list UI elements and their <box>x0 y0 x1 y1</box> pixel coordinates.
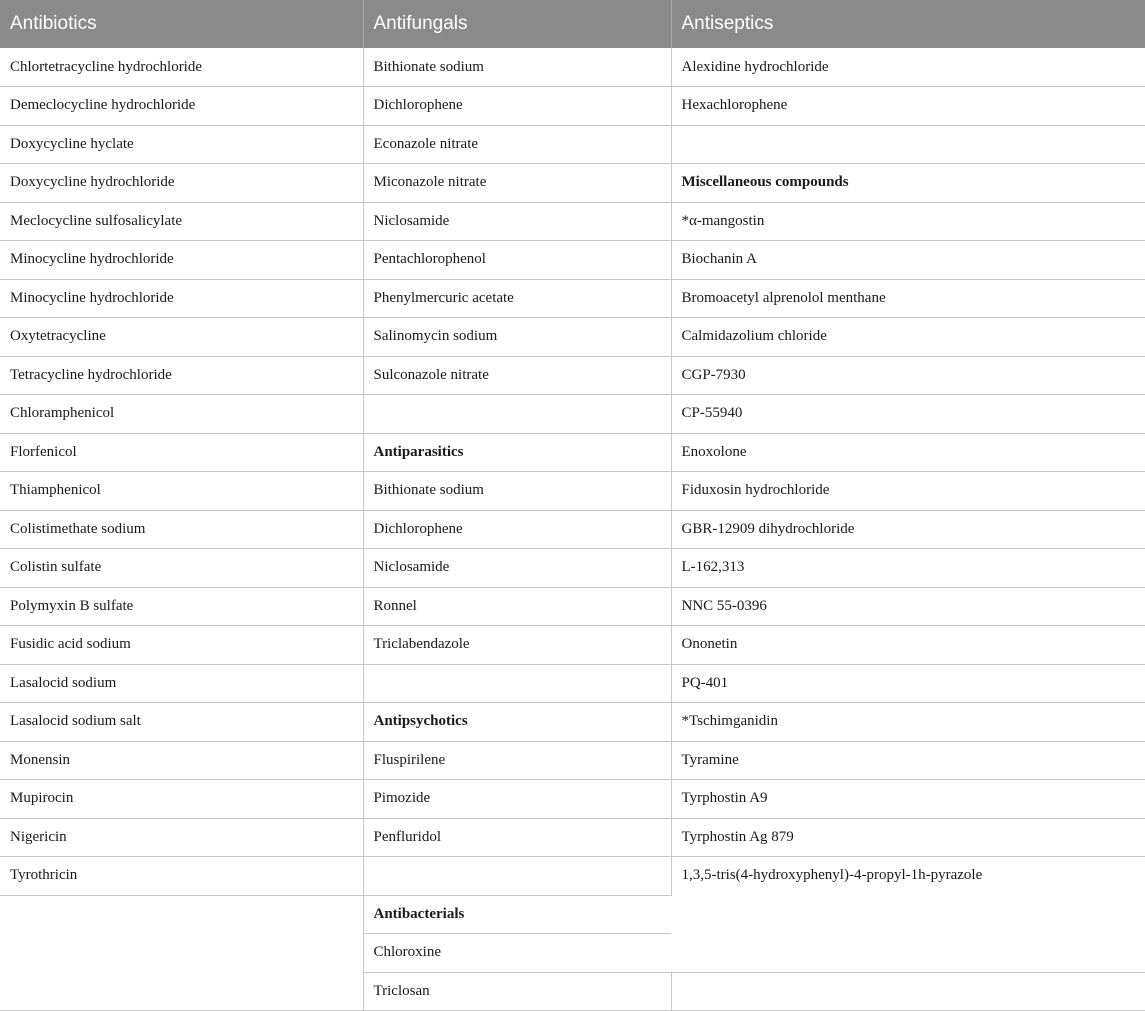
cell-antifungal: Niclosamide <box>363 202 671 241</box>
cell-antifungal: Bithionate sodium <box>363 48 671 87</box>
cell-misc: CP-55940 <box>671 395 1145 434</box>
header-row <box>0 0 1145 48</box>
cell-antibiotic: Minocycline hydrochloride <box>0 241 363 280</box>
table-row <box>0 87 1145 126</box>
cell-antibiotic: Chlortetracycline hydrochloride <box>0 48 363 87</box>
cell-antibacterial: Chloroxine <box>363 934 671 973</box>
cell-misc: *Tschimganidin <box>671 703 1145 742</box>
cell-antifungal: Salinomycin sodium <box>363 318 671 357</box>
cell-antifungal: Miconazole nitrate <box>363 164 671 203</box>
cell-misc: *α-mangostin <box>671 202 1145 241</box>
cell-antiparasitic: Niclosamide <box>363 549 671 588</box>
cell-misc: Tyrphostin A9 <box>671 780 1145 819</box>
cell-antiseptic: Alexidine hydrochloride <box>671 48 1145 87</box>
cell-misc: Calmidazolium chloride <box>671 318 1145 357</box>
table-row <box>0 318 1145 357</box>
header-antiseptics: Antiseptics <box>671 0 1145 48</box>
cell-antibiotic: Tyrothricin <box>0 857 363 896</box>
cell-antibacterial: Triclosan <box>363 972 671 1011</box>
cell-empty <box>671 972 1145 1011</box>
cell-antibiotic: Doxycycline hyclate <box>0 125 363 164</box>
cell-misc: Fiduxosin hydrochloride <box>671 472 1145 511</box>
table-row <box>0 626 1145 665</box>
cell-antibiotic: Lasalocid sodium <box>0 664 363 703</box>
cell-antibiotic: Colistimethate sodium <box>0 510 363 549</box>
table-row <box>0 549 1145 588</box>
section-heading-antiparasitics: Antiparasitics <box>363 433 671 472</box>
cell-antifungal: Dichlorophene <box>363 87 671 126</box>
section-heading-antipsychotics: Antipsychotics <box>363 703 671 742</box>
table-row <box>0 202 1145 241</box>
table-row <box>0 395 1145 434</box>
cell-misc: 1,3,5-tris(4-hydroxyphenyl)-4-propyl-1h-pyrazole <box>671 857 1145 973</box>
table-row <box>0 164 1145 203</box>
cell-misc: Bromoacetyl alprenolol menthane <box>671 279 1145 318</box>
table-row <box>0 587 1145 626</box>
table-row <box>0 356 1145 395</box>
cell-antibiotic: Doxycycline hydrochloride <box>0 164 363 203</box>
cell-misc: Tyrphostin Ag 879 <box>671 818 1145 857</box>
cell-misc: L-162,313 <box>671 549 1145 588</box>
table-row <box>0 48 1145 87</box>
cell-antipsychotic: Pimozide <box>363 780 671 819</box>
cell-antifungal: Pentachlorophenol <box>363 241 671 280</box>
cell-antibiotic: Minocycline hydrochloride <box>0 279 363 318</box>
cell-antibiotic: Polymyxin B sulfate <box>0 587 363 626</box>
cell-antibiotic: Chloramphenicol <box>0 395 363 434</box>
cell-antibiotic: Tetracycline hydrochloride <box>0 356 363 395</box>
cell-antipsychotic: Penfluridol <box>363 818 671 857</box>
cell-misc: Tyramine <box>671 741 1145 780</box>
cell-misc: GBR-12909 dihydrochloride <box>671 510 1145 549</box>
cell-antiparasitic: Dichlorophene <box>363 510 671 549</box>
table-row <box>0 433 1145 472</box>
section-heading-miscellaneous: Miscellaneous compounds <box>671 164 1145 203</box>
cell-misc: PQ-401 <box>671 664 1145 703</box>
table-row <box>0 780 1145 819</box>
cell-antibiotic: Thiamphenicol <box>0 472 363 511</box>
table-row <box>0 241 1145 280</box>
header-antifungals: Antifungals <box>363 0 671 48</box>
table-row <box>0 472 1145 511</box>
cell-antibiotic: Lasalocid sodium salt <box>0 703 363 742</box>
cell-antibiotic: Nigericin <box>0 818 363 857</box>
cell-misc: Biochanin A <box>671 241 1145 280</box>
table-row <box>0 857 1145 896</box>
section-heading-antibacterials: Antibacterials <box>363 895 671 934</box>
cell-antipsychotic: Fluspirilene <box>363 741 671 780</box>
cell-antibiotic: Florfenicol <box>0 433 363 472</box>
cell-antibiotic: Demeclocycline hydrochloride <box>0 87 363 126</box>
table-row <box>0 741 1145 780</box>
cell-antiseptic <box>671 125 1145 164</box>
header-antibiotics: Antibiotics <box>0 0 363 48</box>
table-row <box>0 510 1145 549</box>
cell-antibiotic: Fusidic acid sodium <box>0 626 363 665</box>
cell-misc: NNC 55-0396 <box>671 587 1145 626</box>
cell-antiparasitic: Bithionate sodium <box>363 472 671 511</box>
cell-antiseptic: Hexachlorophene <box>671 87 1145 126</box>
table-row <box>0 703 1145 742</box>
cell-antibiotic: Meclocycline sulfosalicylate <box>0 202 363 241</box>
table-row <box>0 664 1145 703</box>
cell-antibiotic: Colistin sulfate <box>0 549 363 588</box>
cell-antibiotic: Oxytetracycline <box>0 318 363 357</box>
cell-misc: Enoxolone <box>671 433 1145 472</box>
table-row <box>0 279 1145 318</box>
cell-antifungal: Econazole nitrate <box>363 125 671 164</box>
cell-misc: Ononetin <box>671 626 1145 665</box>
cell-empty <box>363 857 671 896</box>
cell-empty <box>0 895 363 1011</box>
cell-misc: CGP-7930 <box>671 356 1145 395</box>
cell-antiparasitic: Ronnel <box>363 587 671 626</box>
cell-antiparasitic: Triclabendazole <box>363 626 671 665</box>
cell-antibiotic: Monensin <box>0 741 363 780</box>
cell-empty <box>363 395 671 434</box>
cell-antibiotic: Mupirocin <box>0 780 363 819</box>
table-row <box>0 818 1145 857</box>
cell-empty <box>363 664 671 703</box>
cell-antifungal: Sulconazole nitrate <box>363 356 671 395</box>
table-row <box>0 125 1145 164</box>
cell-antifungal: Phenylmercuric acetate <box>363 279 671 318</box>
